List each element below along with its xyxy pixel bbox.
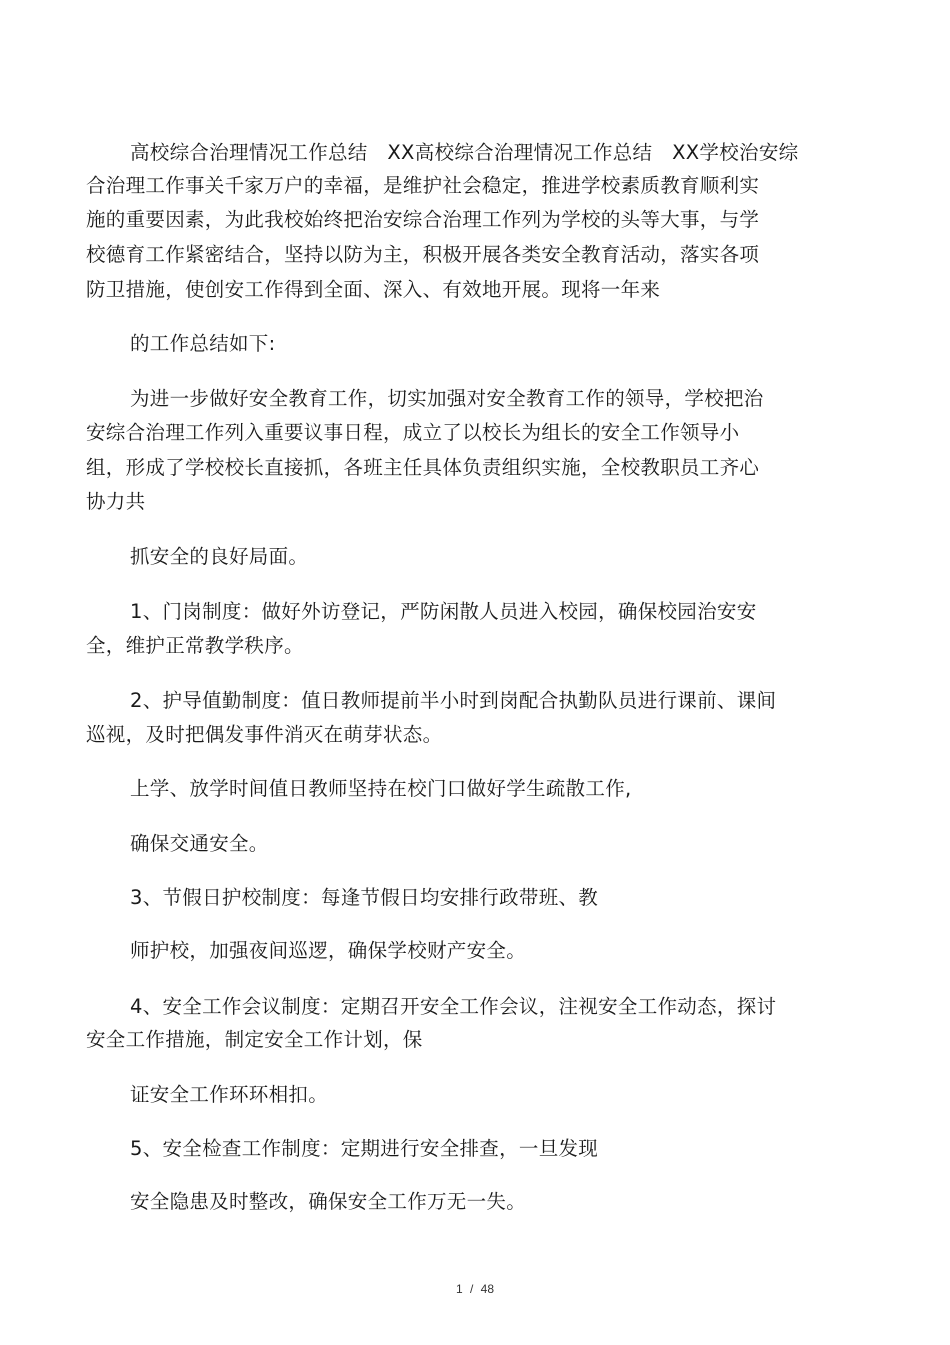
text-line-8: 安综合治理工作列入重要议事日程，成立了以校长为组长的安全工作领导小 [86,421,740,444]
text-line-24: 安全隐患及时整改，确保安全工作万无一失。 [130,1190,527,1213]
text-line-5: 防卫措施，使创安工作得到全面、深入、有效地开展。现将一年来 [86,278,661,301]
text-line-13: 全，维护正常教学秩序。 [86,634,304,657]
text-line-17: 确保交通安全。 [130,832,269,855]
text-line-1: 高校综合治理情况工作总结 XX高校综合治理情况工作总结 XX学校治安综 [130,141,799,164]
text-line-15: 巡视，及时把偶发事件消灭在萌芽状态。 [86,723,443,746]
text-line-3: 施的重要因素，为此我校始终把治安综合治理工作列为学校的头等大事，与学 [86,208,760,231]
text-line-12: 1、门岗制度：做好外访登记，严防闲散人员进入校园，确保校园治安安 [130,600,757,623]
text-line-6: 的工作总结如下: [130,332,276,355]
page-number-footer [0,1281,950,1297]
text-line-9: 组，形成了学校校长直接抓，各班主任具体负责组织实施，全校教职员工齐心 [86,456,760,479]
page-separator: / [469,1282,474,1296]
text-line-11: 抓安全的良好局面。 [130,545,309,568]
text-line-4: 校德育工作紧密结合，坚持以防为主，积极开展各类安全教育活动，落实各项 [86,243,760,266]
text-line-16: 上学、放学时间值日教师坚持在校门口做好学生疏散工作, [130,777,632,800]
text-line-21: 安全工作措施，制定安全工作计划，保 [86,1028,423,1051]
text-line-7: 为进一步做好安全教育工作，切实加强对安全教育工作的领导，学校把治 [130,387,764,410]
text-line-20: 4、安全工作会议制度：定期召开安全工作会议，注视安全工作动态，探讨 [130,995,777,1018]
text-line-18: 3、节假日护校制度：每逢节假日均安排行政带班、教 [130,886,599,909]
text-line-10: 协力共 [86,490,146,513]
text-line-23: 5、安全检查工作制度：定期进行安全排查，一旦发现 [130,1137,599,1160]
text-line-14: 2、护导值勤制度：值日教师提前半小时到岗配合执勤队员进行课前、课间 [130,689,777,712]
text-line-2: 合治理工作事关千家万户的幸福，是维护社会稳定，推进学校素质教育顺利实 [86,174,760,197]
current-page-number: 1 [455,1282,463,1296]
total-page-count: 48 [480,1282,495,1296]
text-line-19: 师护校，加强夜间巡逻，确保学校财产安全。 [130,939,527,962]
text-line-22: 证安全工作环环相扣。 [130,1083,329,1106]
